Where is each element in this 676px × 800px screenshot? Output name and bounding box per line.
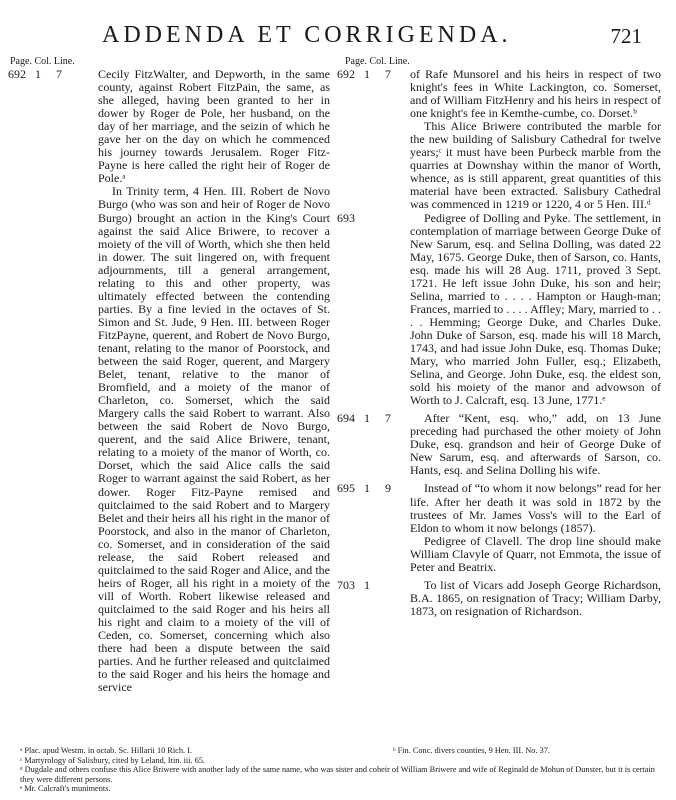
paragraph: of Rafe Munsorel and his heirs in respect of two knight's fees in White Lackington, co. Somerset, and of William FitzHenry and his heirs in respect of one knight's fee in Kemthe-cumbe, co. Dorset.ᵇ xyxy=(410,67,661,121)
entry-reference: 692 1 7 xyxy=(8,67,62,81)
footnote-d: ᵈ Dugdale and others confuse this Alice Briwere with another lady of the same name, who was sister and coheir of William Briwere and wife of Reginald de Mohun of Dunster, but it is certain they were different persons. xyxy=(20,765,655,784)
entry-reference: 703 1 xyxy=(337,577,370,592)
footnote-a: ᵃ Plac. apud Westm. in octab. Sc. Hillarii 10 Rich. I. xyxy=(20,746,192,755)
entry-694 xyxy=(337,411,661,478)
page-title: ADDENDA ET CORRIGENDA. xyxy=(102,22,512,48)
paragraph: After “Kent, esq. who,” add, on 13 June preceding had purchased the other moiety of John Duke, esq. grandson and heir of George Duke of New Sarum, esq. and afterwards of Sarson, co. Hants, esq. and Selina Dolling his wife. xyxy=(410,411,661,478)
entry-695 xyxy=(337,481,661,574)
right-column xyxy=(337,56,661,618)
page-number: 721 xyxy=(610,24,642,48)
entry-reference: 694 1 7 xyxy=(337,411,391,426)
footnote-e: ᵉ Mr. Calcraft's muniments. xyxy=(20,784,111,793)
page-header xyxy=(0,22,676,52)
footnotes xyxy=(20,746,660,794)
column-heading: Page. Col. Line. xyxy=(345,56,410,67)
paragraph: Pedigree of Dolling and Pyke. The settlement, in contemplation of marriage between George Duke of New Sarum, esq. and Selina Dolling, was dated 22 May, 1675. George Duke, then of Sarson, co. Hants, esq. made his will 28 Aug. 1711, proved 3 Sept. 1721. He left issue John Duke, his son and heir; Selina, married to . . . . Hampton or Haugh-man; Frances, married to . . . . Affley; Mary, married to . . . . Hemming; George Duke, and Charles Duke. John Duke of Sarson, esq. made his will 18 March, 1743, and had issue John Duke, esq. Thomas Duke; Mary, who married John Fuller, esq.; Elizabeth, Selina, and George. John Duke, esq. the eldest son, sold his moiety of the manor and advowson of Worth to J. Calcraft, esq. 13 June, 1771.ᵉ xyxy=(410,210,661,408)
paragraph: Instead of “to whom it now belongs” read for her life. After her death it was sold in 1872 by the trustees of Mr. James Voss's will to the Earl of Eldon to whom it now belongs (1857). xyxy=(410,481,661,535)
entry-reference: 695 1 9 xyxy=(337,481,391,496)
entry-reference: 693 xyxy=(337,210,355,225)
entry-703 xyxy=(337,577,661,618)
paragraph: Cecily FitzWalter, and Depworth, in the same county, against Robert FitzPain, the same, as she alleged, having been granted to her in dower by Roger de Pole, her husband, on the day of her marriage, and the seizin of which he gave her on the day on which he commenced his journey towards Jerusalem. Roger Fitz-Payne is here called the right heir of Roger de Pole.ᵃ xyxy=(98,67,330,186)
paragraph: This Alice Briwere contributed the marble for the new building of Salisbury Cathedral for twelve years;ᶜ it must have been Purbeck marble from the quarries at Downshay within the manor of Worth, whence, as is still apparent, great quantities of this material have been extracted. Salisbury Cathedral was commenced in 1219 or 1220, 4 or 5 Hen. III.ᵈ xyxy=(410,119,661,212)
entry-693 xyxy=(337,210,661,408)
entry-692 xyxy=(8,68,330,694)
paragraph: In Trinity term, 4 Hen. III. Robert de Novo Burgo (who was son and heir of Roger de Novo Burgo) brought an action in the King's Court against the said Alice Briwere, to recover a moiety of the vill of Worth, which she then held in dower. The suit lingered on, with frequent adjournments, till a general arrangement, relating to this and other property, was ultimately effected between the contending parties. By a fine levied in the octaves of St. Simon and St. Jude, 9 Hen. III. between Roger FitzPayne, querent, and Robert de Novo Burgo, tenant, relating to the manor of Poorstock, and between the said Roger, querent, and Margery Belet, tenant, relative to the manor of Bromfield, and a moiety of the manor of Charleton, co. Somerset, which the said Margery calls the said Robert to warrant. Also between the said Robert de Novo Burgo, querent, and the said Alice Briwere, tenant, relating to a moiety of the manor of Worth, co. Dorset, which the said Alice calls the said Roger to warrant against the said Robert, as her dower. Roger Fitz-Payne remised and quitclaimed to the said Robert and to Margery Belet and their heirs all his right in the manor of Poorstock, and also in the manor of Charleton, co. Somerset, and in consideration of the said release, the said Robert released and quitclaimed to the said Roger and Alice, and the heirs of Roger, all his right in a moiety of the vill of Worth. Robert likewise released and quitclaimed to the said Roger and his heirs all his right and claim to a moiety of the vill of Ceden, co. Somerset, concerning which also there had been a dispute between the said parties. And he further released and quitclaimed to the said Roger and his heirs the homage and service xyxy=(98,184,330,695)
column-heading: Page. Col. Line. xyxy=(10,56,75,67)
paragraph: Pedigree of Clavell. The drop line should make William Clavyle of Quarr, not Emmota, the issue of Peter and Beatrix. xyxy=(410,533,661,574)
entry-reference: 692 1 7 xyxy=(337,67,391,81)
left-column xyxy=(8,56,330,694)
footnote-b: ᵇ Fin. Conc. divers counties, 9 Hen. III. No. 37. xyxy=(393,746,550,755)
paragraph: To list of Vicars add Joseph George Richardson, B.A. 1865, on resignation of Tracy; William Darby, 1873, on resignation of Richardson. xyxy=(410,577,661,618)
footnote-c: ᶜ Martyrology of Salisbury, cited by Leland, Itin. iii. 65. xyxy=(20,755,206,765)
entry-692 xyxy=(337,67,661,212)
